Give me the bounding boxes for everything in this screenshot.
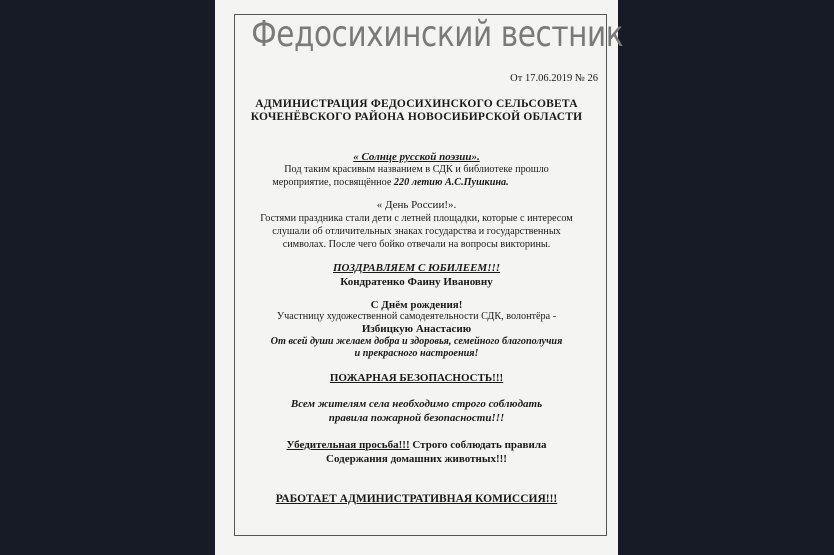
request-line-1-text: Строго соблюдать правила	[409, 439, 547, 451]
birthday-wish-2: и прекрасного настроения!	[354, 348, 479, 359]
issue-date-number: От 17.06.2019 № 26	[510, 73, 598, 84]
pushkin-heading: « Солнце русской поэзии».	[353, 151, 480, 163]
jubilee-name: Кондратенко Фаину Ивановну	[340, 276, 493, 288]
pushkin-anniversary: 220 летию А.С.Пушкина.	[393, 177, 509, 188]
request-label: Убедительная просьба!!!	[286, 439, 410, 451]
masthead-title: Федосихинский вестник	[251, 14, 624, 55]
fire-safety-line-1: Всем жителям села необходимо строго соблюдать	[290, 398, 543, 410]
pushkin-line-2	[189, 177, 592, 189]
birthday-heading: С Днём рождения!	[370, 299, 463, 311]
jubilee-heading: ПОЗДРАВЛЯЕМ С ЮБИЛЕЕМ!!!	[332, 262, 501, 274]
pushkin-line-2-text: мероприятие, посвящённое	[272, 177, 394, 188]
administration-header	[215, 98, 618, 124]
request-line-2: Содержания домашних животных!!!	[326, 453, 507, 465]
birthday-wish-1: От всей души желаем добра и здоровья, семейного благополучия	[270, 336, 563, 347]
russia-day-line-3: символах. После чего бойко отвечали на вопросы викторины.	[282, 239, 551, 250]
commission-notice: РАБОТАЕТ АДМИНИСТРАТИВНАЯ КОМИССИЯ!!!	[275, 493, 558, 505]
russia-day-heading: « День России!».	[376, 199, 457, 211]
russia-day-line-1: Гостями праздника стали дети с летней площадки, которые с интересом	[260, 213, 573, 224]
pushkin-line-1: Под таким красивым названием в СДК и библиотеке прошло	[284, 164, 549, 175]
admin-line-1: АДМИНИСТРАЦИЯ ФЕДОСИХИНСКОГО СЕЛЬСОВЕТА	[255, 98, 578, 110]
newsletter-page	[215, 0, 624, 555]
russia-day-line-2: слушали об отличительных знаках государства и государственных	[272, 226, 561, 237]
fire-safety-heading: ПОЖАРНАЯ БЕЗОПАСНОСТЬ!!!	[329, 372, 504, 384]
fire-safety-line-2: правила пожарной безопасности!!!	[328, 412, 505, 424]
birthday-name: Избицкую Анастасию	[361, 323, 472, 335]
request-line-1	[215, 439, 618, 451]
birthday-line-1: Участницу художественной самодеятельности СДК, волонтёра -	[276, 311, 557, 322]
admin-line-2: КОЧЕНЁВСКОГО РАЙОНА НОВОСИБИРСКОЙ ОБЛАСТИ	[250, 111, 583, 123]
